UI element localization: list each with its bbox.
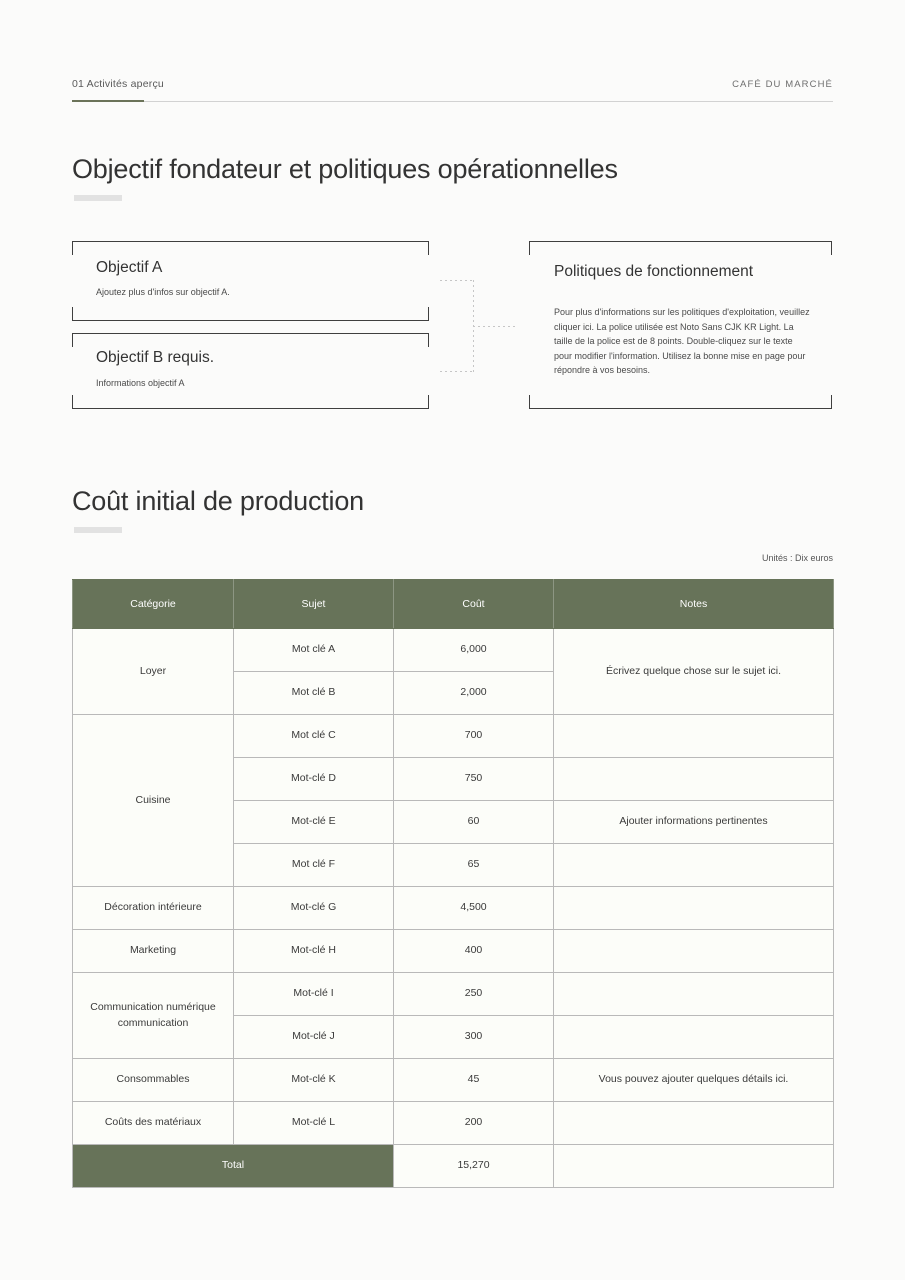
cell-category: Décoration intérieure [73,887,234,930]
cell-subject: Mot clé F [234,844,394,887]
column-header-cost: Coût [394,580,554,629]
cell-cost: 700 [394,715,554,758]
cell-notes [554,1102,834,1145]
objectives-heading: Objectif fondateur et politiques opérationnelles [72,154,618,184]
connector-line-bottom [440,371,474,372]
objective-b-subtitle: Informations objectif A [96,378,185,388]
header-rule-accent [72,100,144,102]
header-section-label: 01 Activités aperçu [72,78,164,90]
cell-notes [554,1016,834,1059]
box-corner-top-left [529,241,530,255]
table-row [73,973,834,1016]
cell-cost: 200 [394,1102,554,1145]
header-rule [72,101,833,102]
table-row [73,1059,834,1102]
cell-cost: 45 [394,1059,554,1102]
cell-cost: 300 [394,1016,554,1059]
cell-cost: 65 [394,844,554,887]
cell-total-label: Total [73,1145,394,1188]
cell-cost: 60 [394,801,554,844]
objective-a-box [72,241,429,321]
objective-b-box [72,333,429,409]
cell-cost: 6,000 [394,629,554,672]
column-header-category: Catégorie [73,580,234,629]
column-header-notes: Notes [554,580,834,629]
cell-category: Communication numérique communication [73,973,234,1059]
connector-line-top [440,280,474,281]
operating-policies-box [529,241,832,409]
cell-category: Marketing [73,930,234,973]
operating-policies-title: Politiques de fonctionnement [554,263,754,280]
cell-cost: 250 [394,973,554,1016]
box-edge-top [529,241,832,242]
box-corner-top-right [831,241,832,255]
cell-subject: Mot-clé H [234,930,394,973]
cell-subject: Mot-clé K [234,1059,394,1102]
box-corner-top-right [428,241,429,255]
cell-cost: 400 [394,930,554,973]
box-corner-bottom-left [72,307,73,321]
cell-category: Loyer [73,629,234,715]
cell-total-cost: 15,270 [394,1145,554,1188]
box-corner-top-left [72,333,73,347]
cell-subject: Mot-clé I [234,973,394,1016]
cell-subject: Mot clé C [234,715,394,758]
box-corner-bottom-right [428,307,429,321]
units-note: Unités : Dix euros [761,553,833,563]
objective-b-title: Objectif B requis. [96,349,215,366]
box-edge-top [72,333,429,334]
cell-subject: Mot clé B [234,672,394,715]
cell-subject: Mot clé A [234,629,394,672]
cost-table [72,579,834,1188]
cell-category: Cuisine [73,715,234,887]
table-body [73,629,834,1188]
operating-policies-body: Pour plus d'informations sur les politiques d'exploitation, veuillez cliquer ici. La police utilisée est Noto Sans CJK KR Light. La taille de la police est de 8 points. Double-cliquez sur le texte pour modifier l'information. Utilisez la bonne mise en page pour répondre à vos besoins. [554,307,810,376]
table-header-row [73,580,834,629]
table-row [73,887,834,930]
cell-subject: Mot-clé E [234,801,394,844]
header-brand-label: CAFÉ DU MARCHÉ [732,79,833,90]
cost-heading: Coût initial de production [72,486,364,516]
table-row [73,629,834,672]
table-total-row [73,1145,834,1188]
running-header [72,78,833,102]
cost-heading-accent-bar [74,527,122,533]
cell-notes: Écrivez quelque chose sur le sujet ici. [554,629,834,715]
objective-a-subtitle: Ajoutez plus d'infos sur objectif A. [96,287,230,297]
box-edge-top [72,241,429,242]
cell-cost: 750 [394,758,554,801]
cell-subject: Mot-clé G [234,887,394,930]
table-row [73,930,834,973]
connector-line-out [473,326,518,327]
table-row [73,1102,834,1145]
cell-notes: Vous pouvez ajouter quelques détails ici. [554,1059,834,1102]
cell-subject: Mot-clé J [234,1016,394,1059]
box-corner-bottom-left [529,395,530,409]
cell-subject: Mot-clé L [234,1102,394,1145]
box-edge-bottom [529,408,832,409]
box-corner-bottom-right [428,395,429,409]
box-edge-bottom [72,320,429,321]
cell-notes [554,973,834,1016]
cell-notes [554,887,834,930]
cell-category: Consommables [73,1059,234,1102]
cell-notes [554,758,834,801]
cell-cost: 4,500 [394,887,554,930]
box-edge-bottom [72,408,429,409]
column-header-subject: Sujet [234,580,394,629]
objectives-heading-accent-bar [74,195,122,201]
cell-total-notes [554,1145,834,1188]
dotted-connector [440,280,535,372]
cell-notes [554,715,834,758]
box-corner-top-left [72,241,73,255]
cell-notes [554,844,834,887]
box-corner-bottom-left [72,395,73,409]
cell-notes: Ajouter informations pertinentes [554,801,834,844]
table-row [73,715,834,758]
objective-a-title: Objectif A [96,259,163,276]
box-corner-bottom-right [831,395,832,409]
box-corner-top-right [428,333,429,347]
cell-subject: Mot-clé D [234,758,394,801]
cell-notes [554,930,834,973]
cell-category: Coûts des matériaux [73,1102,234,1145]
cell-cost: 2,000 [394,672,554,715]
